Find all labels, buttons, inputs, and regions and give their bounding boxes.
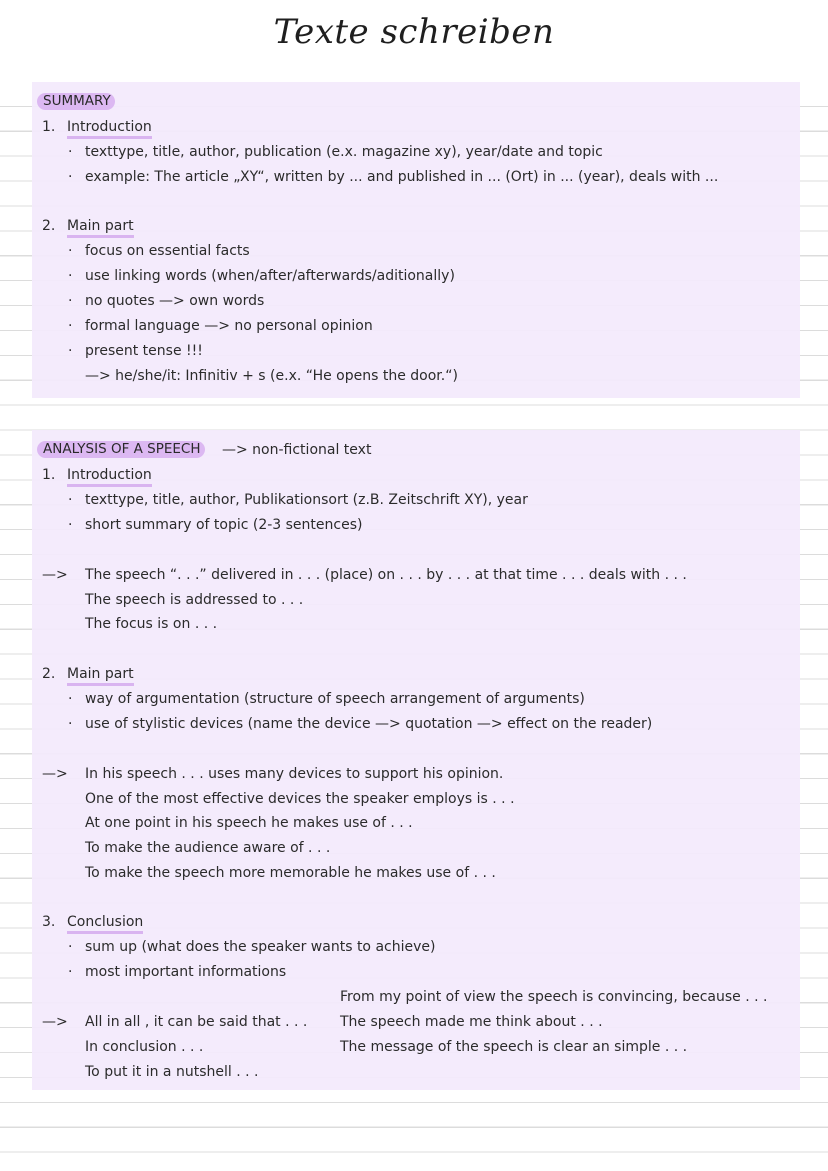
list-item: texttype, title, author, publication (e.x. magazine xy), year/date and topic: [85, 144, 603, 160]
bullet-icon: ·: [68, 691, 73, 707]
summary-intro-number: 1.: [42, 119, 56, 135]
phrase-line: In his speech . . . uses many devices to support his opinion.: [85, 766, 504, 782]
phrase-line: At one point in his speech he makes use of . . .: [85, 815, 413, 831]
bullet-icon: ·: [68, 343, 73, 359]
phrase-line: To make the speech more memorable he makes use of . . .: [85, 865, 496, 881]
arrow-marker: —>: [42, 1014, 68, 1030]
list-item: short summary of topic (2-3 sentences): [85, 517, 363, 533]
phrase-line: The speech made me think about . . .: [340, 1014, 603, 1030]
phrase-line: From my point of view the speech is convincing, because . . .: [340, 989, 768, 1005]
phrase-line: The message of the speech is clear an simple . . .: [340, 1039, 688, 1055]
list-item: texttype, title, author, Publikationsort (z.B. Zeitschrift XY), year: [85, 492, 528, 508]
bullet-icon: ·: [68, 318, 73, 334]
list-item: sum up (what does the speaker wants to achieve): [85, 939, 436, 955]
summary-intro-title: Introduction: [67, 118, 152, 139]
phrase-line: The speech “. . .” delivered in . . . (place) on . . . by . . . at that time . . . deals with . . .: [85, 567, 687, 583]
phrase-line: To put it in a nutshell . . .: [85, 1064, 259, 1080]
phrase-line: To make the audience aware of . . .: [85, 840, 331, 856]
list-item: no quotes —> own words: [85, 293, 265, 309]
page-title: Texte schreiben: [264, 12, 565, 52]
list-item: focus on essential facts: [85, 243, 250, 259]
list-item: example: The article „XY“, written by ... and published in ... (Ort) in ... (year), deals with ...: [85, 169, 719, 185]
arrow-marker: —>: [42, 766, 68, 782]
list-item: way of argumentation (structure of speech arrangement of arguments): [85, 691, 585, 707]
bullet-icon: ·: [68, 517, 73, 533]
speech-intro-title: Introduction: [67, 466, 152, 487]
speech-conclusion-title: Conclusion: [67, 913, 143, 934]
summary-main-title: Main part: [67, 217, 134, 238]
bullet-icon: ·: [68, 144, 73, 160]
list-item: formal language —> no personal opinion: [85, 318, 373, 334]
speech-heading: ANALYSIS OF A SPEECH: [37, 441, 205, 458]
speech-conclusion-number: 3.: [42, 914, 56, 930]
summary-main-number: 2.: [42, 218, 56, 234]
list-note: —> he/she/it: Infinitiv + s (e.x. “He opens the door.“): [85, 368, 458, 384]
list-item: use linking words (when/after/afterwards/aditionally): [85, 268, 455, 284]
speech-main-title: Main part: [67, 665, 134, 686]
bullet-icon: ·: [68, 293, 73, 309]
bullet-icon: ·: [68, 492, 73, 508]
summary-heading: SUMMARY: [37, 93, 115, 110]
bullet-icon: ·: [68, 939, 73, 955]
speech-main-number: 2.: [42, 666, 56, 682]
list-item: use of stylistic devices (name the device —> quotation —> effect on the reader): [85, 716, 653, 732]
bullet-icon: ·: [68, 964, 73, 980]
arrow-marker: —>: [42, 567, 68, 583]
bullet-icon: ·: [68, 243, 73, 259]
phrase-line: One of the most effective devices the speaker employs is . . .: [85, 791, 515, 807]
speech-heading-suffix: —> non-fictional text: [222, 442, 372, 458]
phrase-line: In conclusion . . .: [85, 1039, 204, 1055]
bullet-icon: ·: [68, 268, 73, 284]
list-item: present tense !!!: [85, 343, 203, 359]
bullet-icon: ·: [68, 169, 73, 185]
phrase-line: The speech is addressed to . . .: [85, 592, 304, 608]
phrase-line: The focus is on . . .: [85, 616, 218, 632]
bullet-icon: ·: [68, 716, 73, 732]
phrase-line: All in all , it can be said that . . .: [85, 1014, 308, 1030]
list-item: most important informations: [85, 964, 287, 980]
speech-intro-number: 1.: [42, 467, 56, 483]
